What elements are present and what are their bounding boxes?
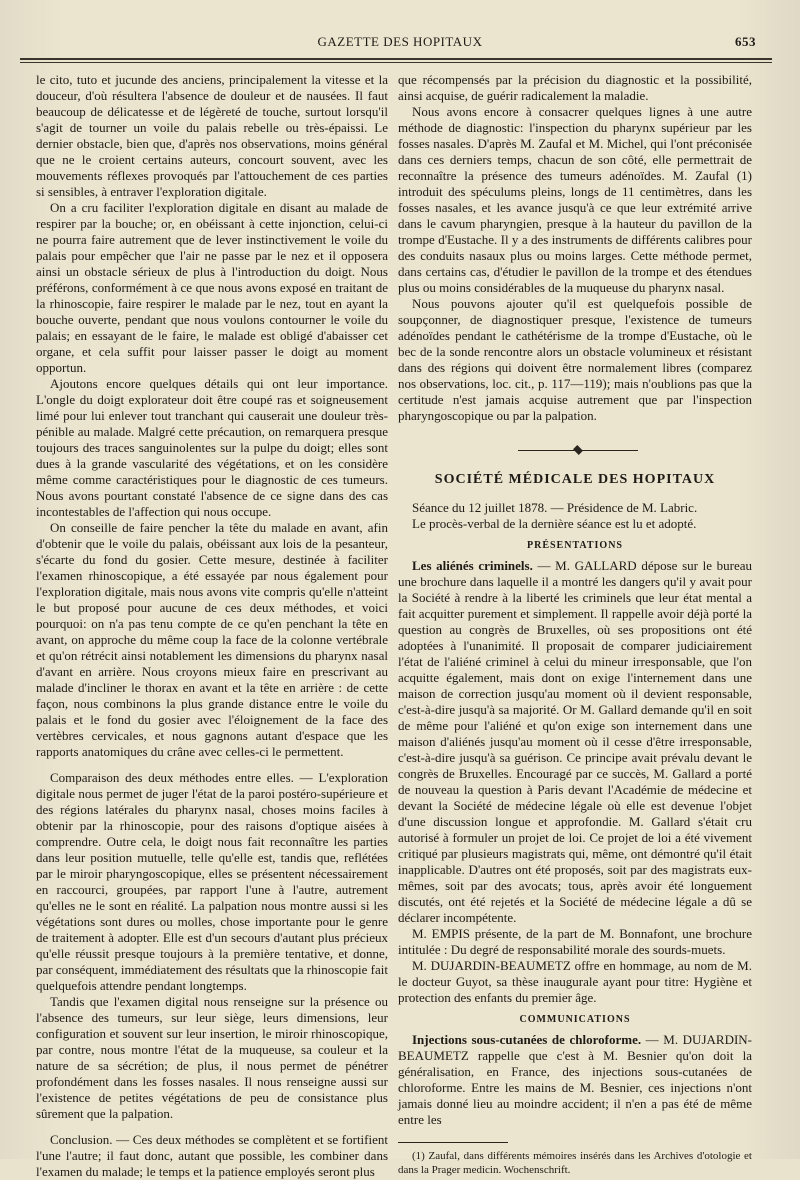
paragraph: On conseille de faire pencher la tête du malade en avant, afin d'obtenir que le voile du palais, obéissant aux lois de la pesanteur, s'écarte du fond du gosier. Cette mesure, destinée à faciliter l'examen rhinoscopique, a été essayée par nous également pour l'exploration digitale, mais nous avons vite compris qu'elle n'atteint le but proposé pour aucune de ces deux méthodes, et voici pourquoi: on n'a pas tenu compte de ce qu'en penchant la tête en avant, on approche du même coup la face de la colonne vertébrale et qu'on rétrécit ainsi notablement les dimensions du pharynx nasal d'avant en arrière. Nous croyons mieux faire en prescrivant au malade d'incliner le thorax en avant et la tête en arrière : de cette façon, nous combinons la plus grande distance entre le voile du palais et le fond du gosier avec l'éloignement de la face des vertèbres cervicales, et nous gagnons autant d'espace que les rapports anatomiques du crâne avec celles-ci le permettent. — [36, 520, 388, 759]
journal-title: GAZETTE DES HOPITAUX — [317, 34, 483, 49]
left-column — [36, 72, 388, 1180]
paragraph: Conclusion. — Ces deux méthodes se complètent et se fortifient l'une l'autre; il faut donc, autant que possible, les combiner dans l'examen du malade; le temps et la patience employés seront plus — [36, 1132, 388, 1179]
paragraph-text: — M. DUJARDIN-BEAUMETZ rappelle que c'est à M. Besnier qu'on doit la généralisation, en France, des injections sous-cutanées de chloroforme. Entre les mains de M. Besnier, ces injections n'ont jamais donné lieu au moindre accident; il n'en a pas été de même entre les — [398, 1032, 752, 1127]
footnote: (1) Zaufal, dans différents mémoires insérés dans les Archives d'otologie et dans la Prager medicin. Wochenschrift. — [398, 1150, 752, 1176]
paragraph: Nous avons encore à consacrer quelques lignes à une autre méthode de diagnostic: l'inspection du pharynx supérieur par les fosses nasales. D'après M. Zaufal et M. Michel, qui l'ont préconisée dans ces derniers temps, chacun de son côté, elle permettrait de reconnaître la présence des tumeurs adénoïdes. M. Zaufal (1) introduit des spéculums pleins, longs de 11 centimètres, dans les fosses nasales, et les avance jusqu'à ce que leur extrémité arrive dans le cavum pharyngien, presque à la hauteur du pavillon de la trompe d'Eustache. Il y a des instruments de différents calibres pour des conduits nasaux plus ou moins larges. Cette méthode permet, dans certains cas, d'étudier le pavillon de la trompe et des étendues plus ou moins considérables de la muqueuse du pharynx nasal. — [398, 104, 752, 295]
session-line: Séance du 12 juillet 1878. — Présidence de M. Labric. — [412, 500, 698, 515]
paragraph-injections — [398, 1032, 752, 1128]
paragraph: On a cru faciliter l'exploration digitale en disant au malade de respirer par la bouche; or, en obéissant à cette injonction, celui-ci ne pourra faire autrement que de lever instinctivement le voile du palais pour empêcher que l'air ne passe par le nez et il opposera ainsi un obstacle sérieux de plus à l'introduction du doigt. Nous préférons, conformément à ce que nous avons exposé en traitant de la rhinoscopie, faire respirer le malade par le nez, tout en ayant la bouche ouverte, pendant que nous voulons contourner le voile du palais; en essayant de le faire, le malade est obligé d'abaisser cet organe, et cela suffit pour laisser passer le doigt au moment opportun. — [36, 200, 388, 375]
lead-title: Les aliénés criminels. — [412, 558, 533, 573]
section-divider — [398, 446, 752, 454]
paragraph: que récompensés par la précision du diagnostic et la possibilité, ainsi acquise, de guérir radicalement la maladie. — [398, 72, 752, 103]
paragraph: Nous pouvons ajouter qu'il est quelquefois possible de soupçonner, de diagnostiquer presque, l'existence de tumeurs adénoïdes pendant le cathétérisme de la trompe d'Eustache, où le bec de la sonde rencontre alors un obstacle volumineux et résistant dans des régions qui doivent être normalement libres (comparez nos observations, loc. cit., p. 117—119); mais n'oublions pas que la certitude n'est jamais acquise autrement que par l'inspection pharyngoscopique ou par la palpation. — [398, 296, 752, 423]
page-number: 653 — [735, 34, 756, 49]
paragraph: Comparaison des deux méthodes entre elles. — L'exploration digitale nous permet de juger l'état de la paroi postéro-supérieure et des régions latérales du pharynx nasal, choses moins faciles à obtenir par la rhinoscopie, pour des raisons d'optique aisées à comprendre. Outre cela, le doigt nous fait reconnaître les parties dans leur position mutuelle, telle qu'elle est, tandis que, reflétées par le miroir pharyngoscopique, elles se présentent nécessairement en raccourci, groupées, par rapport l'une à l'autre, autrement qu'elles ne le sont en réalité. La palpation nous montre aussi si les végétations sont dures ou molles, chose importante pour le genre de traitement à adopter. Elle est d'un secours d'autant plus précieux qu'elle réussit presque toujours à la première tentative, et donne, par conséquent, immédiatement des résultats que la rhinoscopie fait quelquefois attendre pendant longtemps. — [36, 770, 388, 993]
paragraph-gap — [36, 1122, 388, 1132]
subhead-communications: COMMUNICATIONS — [519, 1014, 631, 1025]
paragraph-alienes — [398, 558, 752, 926]
paragraph: Ajoutons encore quelques détails qui ont leur importance. L'ongle du doigt explorateur doit être coupé ras et soigneusement limé pour lui enlever tout tranchant qui causerait une douleur très-pénible au malade. Malgré cette précaution, on remarquera presque toujours des traces sanguinolentes sur la pulpe du doigt; elles sont dues à la grande vascularité des végétations, et on les considère même comme caractéristiques pour le diagnostic de ces tumeurs. Nous avons pourtant constaté l'absence de ce signe dans des cas incontestables de l'affection qui nous occupe. — [36, 376, 388, 519]
section-title: SOCIÉTÉ MÉDICALE DES HOPITAUX — [434, 472, 716, 487]
lead-title: Injections sous-cutanées de chloroforme. — [412, 1032, 642, 1047]
paragraph-dujardin: M. DUJARDIN-BEAUMETZ offre en hommage, au nom de M. le docteur Guyot, sa thèse inaugurale ayant pour titre: Hygiène et protection des enfants du premier âge. — [398, 958, 752, 1005]
running-head — [40, 30, 760, 56]
subhead-presentations: PRÉSENTATIONS — [527, 540, 623, 551]
divider-ornament — [573, 445, 583, 455]
paragraph-text: — M. GALLARD dépose sur le bureau une brochure dans laquelle il a montré les dangers qu'il y avait pour la Société à rendre à la liberté les criminels que leur état mental a fait acquitter purement et simplement. Il rappelle avoir déjà porté la question au congrès de Bruxelles, où ses propositions ont été adoptées à l'unanimité. Il proposait de comparer judiciairement l'état de l'aliéné criminel à celui du mineur irresponsable, que l'on acquitte également, mais dont on exige l'internement dans une maison de correction jusqu'au moment où il devient responsable, c'est-à-dire jusqu'à sa majorité. Or M. Gallard demande qu'il en soit de même pour l'aliéné et qu'on exige son internement dans une maison d'aliénés jusqu'au moment où il cesse d'être irresponsable, c'est-à-dire jusqu'à sa guérison. Ce principe avait prévalu devant le congrès de Bruxelles. Encouragé par ce succès, M. Gallard a porté de nouveau la question à Paris devant l'Académie de médecine et devant la Société de médecine légale où elle est devenue l'objet d'une discussion longue et approfondie. M. Gallard s'était cru autorisé à formuler un projet de loi. Ce projet de loi a été vivement critiqué par plusieurs magistrats qui, même, ont démontré qu'il était inapplicable. D'autres ont été proposés, soit par des magistrats eux-mêmes, soit par des avocats; tous, après avoir été longuement discutés, ont été rejetés et la Société de médecine légale a dû se déclarer incompétente. — [398, 558, 752, 925]
paragraph: Tandis que l'examen digital nous renseigne sur la présence ou l'absence des tumeurs, sur leur siège, leurs dimensions, leur configuration et souvent sur leur insertion, le miroir rhinoscopique, par contre, nous montre l'état de la muqueuse, sa couleur et la nature de sa sécrétion; de plus, il nous permet de pénétrer profondément dans les fosses nasales. Il nous renseigne aussi sur l'existence de petites végétations de peu de consistance plus sûrement que la palpation. — [36, 994, 388, 1121]
header-rule — [20, 58, 772, 60]
paragraph-gap — [36, 760, 388, 770]
minutes-line: Le procès-verbal de la dernière séance est lu et adopté. — [412, 516, 697, 531]
footnote-rule — [398, 1142, 508, 1143]
paragraph: le cito, tuto et jucunde des anciens, principalement la vitesse et la douceur, d'où résultera l'absence de douleur et de nausées. Il faut beaucoup de délicatesse et de légèreté de touche, surtout lorsqu'il s'agit de tourner un voile du palais rebelle ou très-épaissi. Le dernier obstacle, bien que, d'après nos observations, moins général que ne le croient certains auteurs, concourt souvent, avec les mouvements réflexes provoqués par l'attouchement de ces parties si sensibles, à entraver l'exploration digitale. — [36, 72, 388, 199]
header-rule-thin — [20, 62, 772, 63]
paragraph-empis: M. EMPIS présente, de la part de M. Bonnafont, une brochure intitulée : Du degré de responsabilité morale des sourds-muets. — [398, 926, 752, 957]
right-column — [398, 72, 752, 1177]
